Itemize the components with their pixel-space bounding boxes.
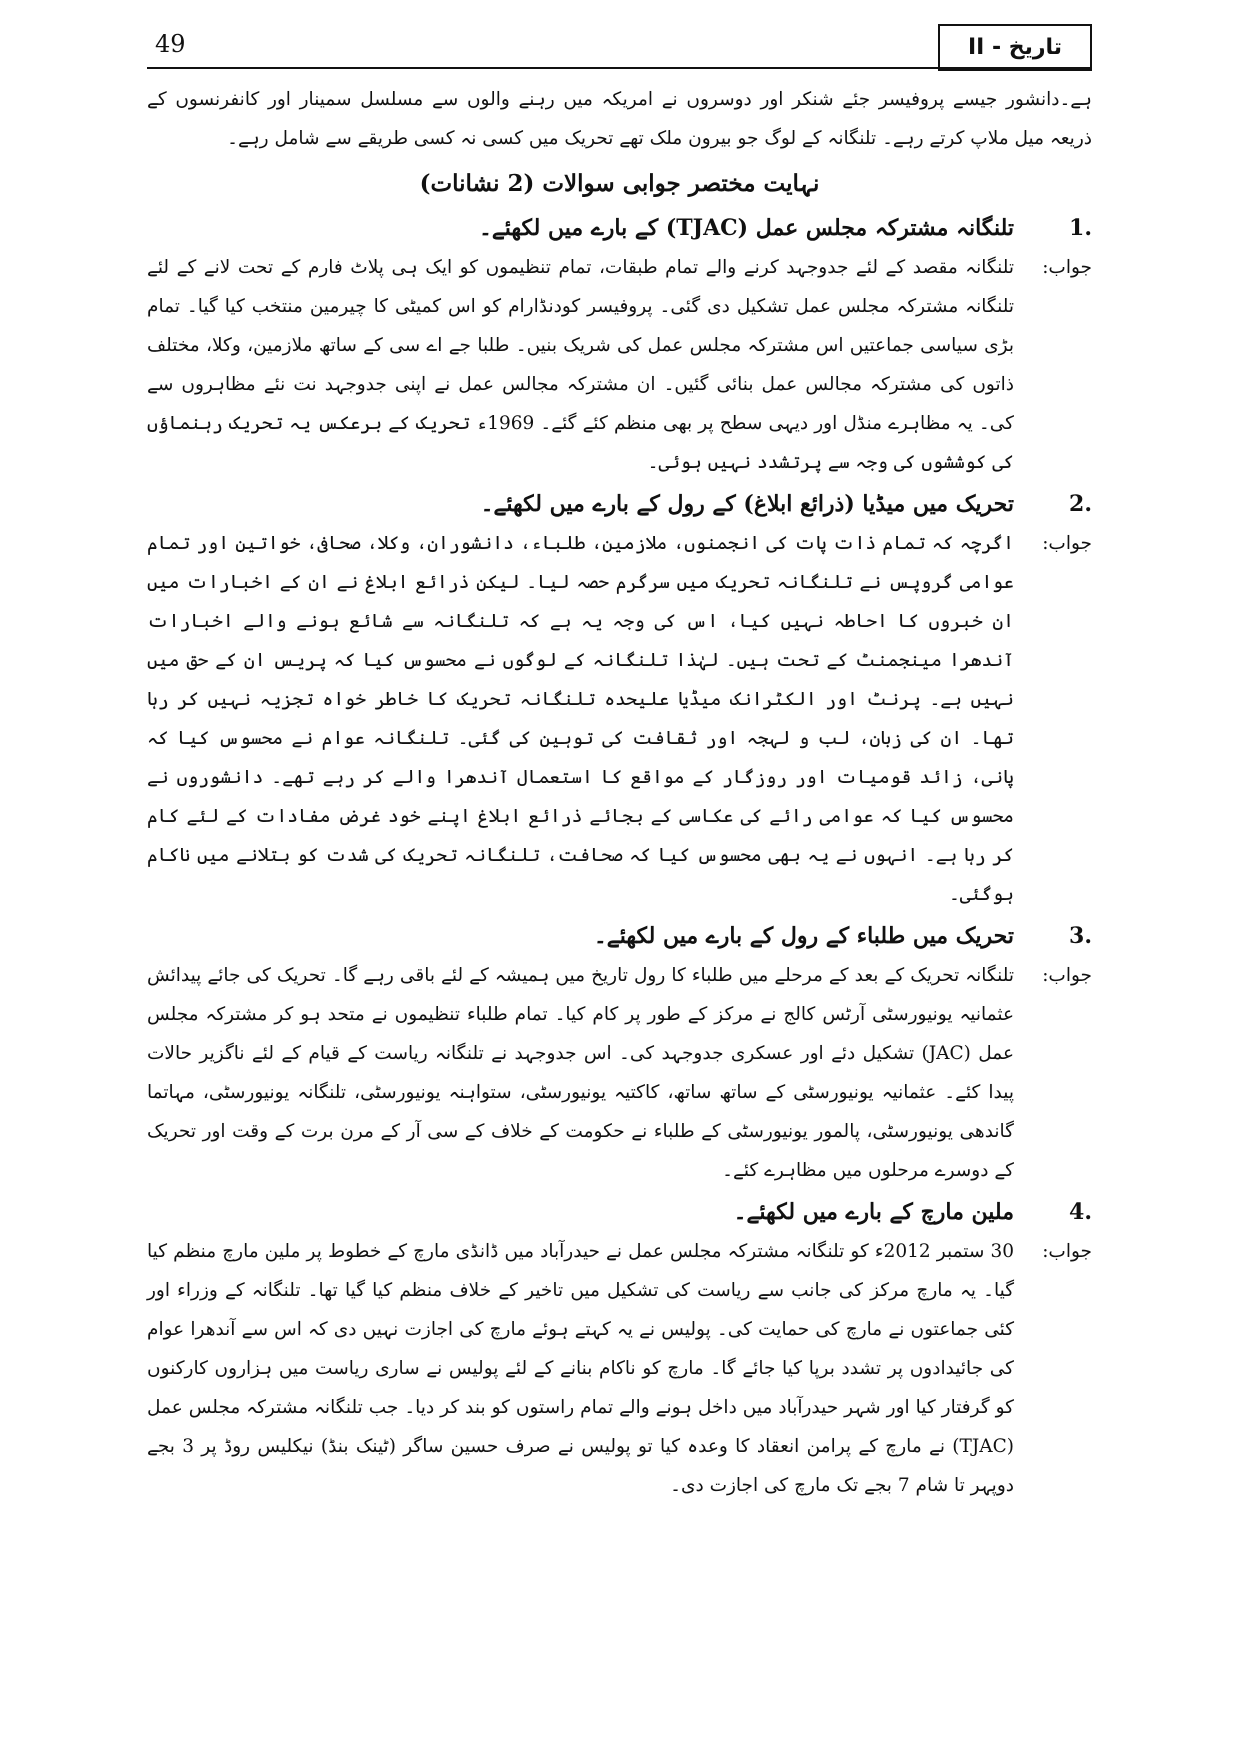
answer-label: جواب: [1042,533,1092,554]
question-3 [147,916,1092,956]
answer-3 [147,956,1092,1190]
header-divider [147,67,1092,69]
page-number: 49 [155,30,186,58]
answer-2 [147,524,1092,914]
answer-label: جواب: [1042,965,1092,986]
question-text: ملین مارچ کے بارے میں لکھئے۔ [733,1199,1014,1225]
question-text: تحریک میں میڈیا (ذرائع ابلاغ) کے رول کے بارے میں لکھئے۔ [480,491,1014,517]
answer-text: تلنگانہ تحریک کے بعد کے مرحلے میں طلباء کا رول تاریخ میں ہمیشہ کے لئے باقی رہے گا۔ تحریک کی جائے پیدائش عثمانیہ یونیورسٹی آرٹس کالج نے مرکز کے طور پر کام کیا۔ تمام طلباء تنظیموں نے متحد ہو کر مشترکہ مجلس عمل (JAC) تشکیل دئے اور عسکری جدوجہد کی۔ اس جدوجہد نے تلنگانہ ریاست کے قیام کے لئے ناگزیر حالات پیدا کئے۔ عثمانیہ یونیورسٹی کے ساتھ ساتھ، کاکتیہ یونیورسٹی، ستواہنہ یونیورسٹی، تلنگانہ یونیورسٹی، مہاتما گاندھی یونیورسٹی، پالمور یونیورسٹی کے طلباء نے حکومت کے خلاف کے سی آر کے مرن برت کے وقت اور تحریک کے دوسرے مرحلوں میں مظاہرے کئے۔ [147,965,1014,1181]
question-number: 1. [1069,215,1092,241]
section-heading: نہایت مختصر جوابی سوالات (2 نشانات) [419,170,820,197]
question-number: 2. [1069,491,1092,517]
intro-paragraph: ہے۔دانشور جیسے پروفیسر جئے شنکر اور دوسروں نے امریکہ میں رہنے والوں سے مسلسل سمینار اور کانفرنسوں کے ذریعہ میل ملاپ کرتے رہے۔ تلنگانہ کے لوگ جو بیرون ملک تھے تحریک میں کسی نہ کسی طریقے سے شامل رہے۔ [147,89,1092,149]
question-number: 3. [1069,923,1092,949]
answer-text: تلنگانہ مقصد کے لئے جدوجہد کرنے والے تمام طبقات، تمام تنظیموں کو ایک ہی پلاٹ فارم کے تحت لانے کے لئے تلنگانہ مشترکہ مجلس عمل تشکیل دی گئی۔ پروفیسر کودنڈارام کو اس کمیٹی کا چیرمین منتخب کیا گیا۔ تمام بڑی سیاسی جماعتیں اس مشترکہ مجلس عمل کی شریک بنیں۔ طلبا جے اے سی کے ساتھ ملازمین، وکلا، مختلف ذاتوں کی مشترکہ مجالس عمل بنائی گئیں۔ ان مشترکہ مجالس عمل نے اپنی جدوجہد نت نئے مظاہروں سے کی۔ یہ مظاہرے منڈل اور دیہی سطح پر بھی منظم کئے گئے۔ 1969ء تحریک کے برعکس یہ تحریک رہنماؤں کی کوششوں کی وجہ سے پرتشدد نہیں ہوئی۔ [147,257,1014,473]
question-number: 4. [1069,1199,1092,1225]
answer-4 [147,1232,1092,1505]
answer-1 [147,248,1092,482]
question-4 [147,1192,1092,1232]
answer-label: جواب: [1042,257,1092,278]
answer-text: 30 ستمبر 2012ء کو تلنگانہ مشترکہ مجلس عمل نے حیدرآباد میں ڈانڈی مارچ کے خطوط پر ملین مارچ منظم کیا گیا۔ یہ مارچ مرکز کی جانب سے ریاست کی تشکیل میں تاخیر کے خلاف منظم کیا گیا تھا۔ تلنگانہ کے وزراء اور کئی جماعتوں نے مارچ کی حمایت کی۔ پولیس نے یہ کہتے ہوئے مارچ کی اجازت نہیں دی کہ اس سے آندھرا عوام کی جائیدادوں پر تشدد برپا کیا جائے گا۔ مارچ کو ناکام بنانے کے لئے پولیس نے ساری ریاست میں ہزاروں کارکنوں کو گرفتار کیا اور شہر حیدرآباد میں داخل ہونے والے تمام راستوں کو بند کر دیا۔ جب تلنگانہ مشترکہ مجلس عمل (TJAC) نے مارچ کے پرامن انعقاد کا وعدہ کیا تو پولیس نے صرف حسین ساگر (ٹینک بنڈ) نیکلیس روڈ پر 3 بجے دوپہر تا شام 7 بجے تک مارچ کی اجازت دی۔ [147,1241,1015,1496]
answer-label: جواب: [1042,1241,1092,1262]
subject-title-box: تاریخ - II [938,24,1092,71]
question-2 [147,484,1092,524]
answer-text: اگرچہ کہ تمام ذات پات کی انجمنوں، ملازمین، طلباء، دانشوران، وکلا، صحافی، خواتین اور تمام عوامی گروپس نے تلنگانہ تحریک میں سرگرم حصہ لیا۔ لیکن ذرائع ابلاغ نے ان کے اخبارات میں ان خبروں کا احاطہ نہیں کیا، اس کی وجہ یہ ہے کہ تلنگانہ سے شائع ہونے والے اخبارات آندھرا مینجمنٹ کے تحت ہیں۔ لہٰذا تلنگانہ کے لوگوں نے محسوس کیا کہ پریس ان کے حق میں نہیں ہے۔ پرنٹ اور الکٹرانک میڈیا علیحدہ تلنگانہ تحریک کا خاطر خواہ تجزیہ نہیں کر رہا تھا۔ ان کی زبان، لب و لہجہ اور ثقافت کی توہین کی گئی۔ تلنگانہ عوام نے محسوس کیا کہ پانی، زائد قومیات اور روزگار کے مواقع کا استعمال آندھرا والے کر رہے تھے۔ دانشوروں نے محسوس کیا کہ عوامی رائے کی عکاسی کے بجائے ذرائع ابلاغ اپنے خود غرض مفادات کے لئے کام کر رہا ہے۔ انہوں نے یہ بھی محسوس کیا کہ صحافت، تلنگانہ تحریک کی شدت کو بتلانے میں ناکام ہوگئی۔ [147,533,1014,905]
page-content [147,80,1092,1505]
question-text: تلنگانہ مشترکہ مجلس عمل (TJAC) کے بارے میں لکھئے۔ [478,215,1014,241]
question-1 [147,208,1092,248]
question-text: تحریک میں طلباء کے رول کے بارے میں لکھئے۔ [593,923,1014,949]
